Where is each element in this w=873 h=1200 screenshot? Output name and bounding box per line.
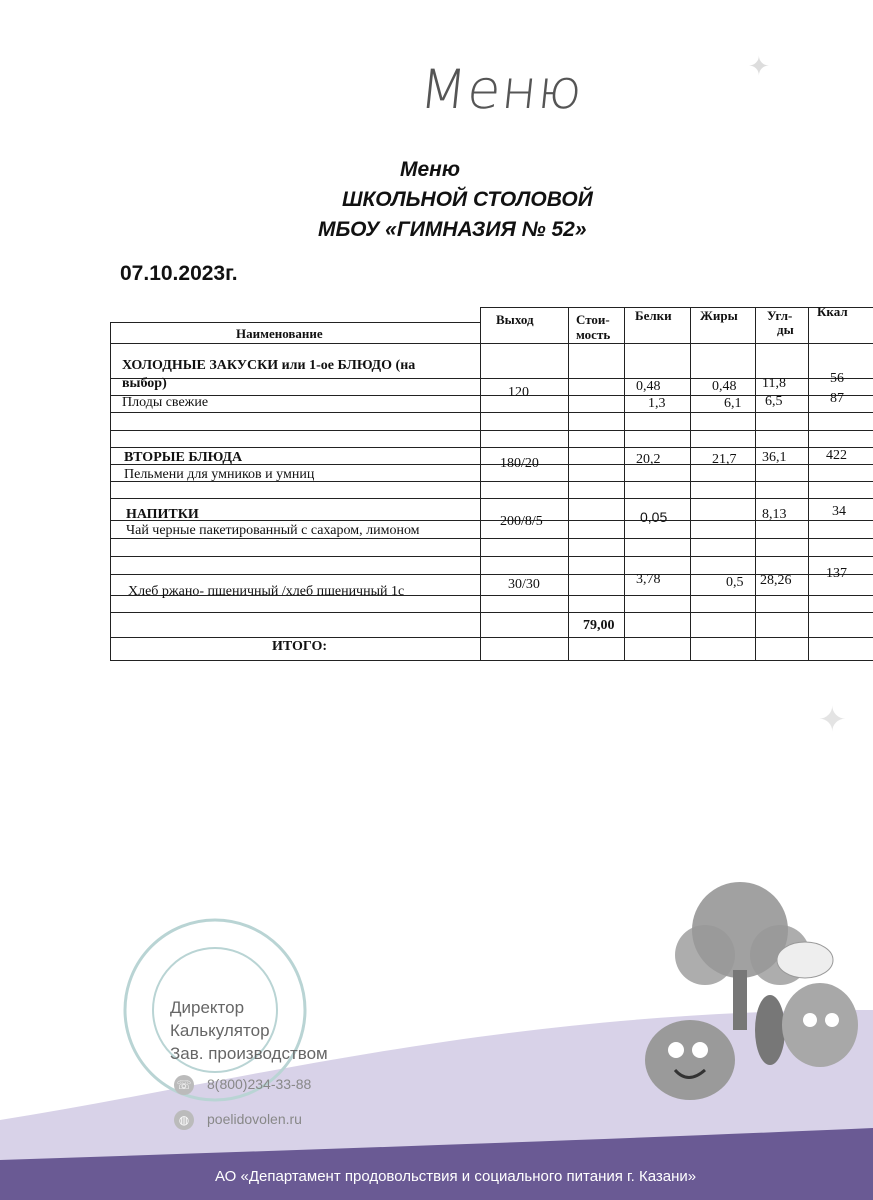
section-drinks: НАПИТКИ [126,507,199,522]
col-protein-header: Белки [635,308,672,323]
school-heading: МБОУ «ГИМНАЗИЯ № 52» [318,218,587,241]
item-protein: 1,3 [648,396,666,411]
item-kcal: 87 [830,391,844,406]
signature-director: Директор [170,998,245,1017]
footer-organization: АО «Департамент продовольствия и социального питания г. Казани» [215,1168,697,1185]
col-carb-header-1: Угл- [767,308,793,323]
col-cost-header-1: Стои- [576,312,610,327]
item-output: 180/20 [500,456,539,471]
sparkle-icon: ✦ [818,702,847,739]
item-name: Пельмени для умников и умниц [124,467,315,482]
col-carb-header-2: ды [777,322,794,337]
menu-heading: Меню [400,158,461,181]
item-kcal: 56 [830,371,844,386]
canteen-heading: ШКОЛЬНОЙ СТОЛОВОЙ [342,188,593,211]
phone-number: 8(800)234-33-88 [207,1076,312,1092]
character-icon [755,995,785,1065]
col-kcal-header: Ккал [817,304,848,319]
section-second: ВТОРЫЕ БЛЮДА [124,450,243,465]
item-carb: 36,1 [762,450,787,465]
item-name: Чай черные пакетированный с сахаром, лимоном [126,523,420,538]
item-protein: 0,05 [640,509,668,525]
footer-illustration [0,860,873,1200]
col-cost-header-2: мость [576,327,611,342]
item-protein: 20,2 [636,452,661,467]
section-cold-cont: выбор) [122,376,167,391]
item-carb: 11,8 [762,376,786,391]
item-name: Плоды свежие [122,395,209,410]
item-fat: 0,5 [726,575,744,590]
col-output-header: Выход [496,312,534,327]
item-fat: 0,48 [712,379,737,394]
handwritten-title: Меню [416,58,587,121]
section-cold: ХОЛОДНЫЕ ЗАКУСКИ или 1-ое БЛЮДО (на [122,358,416,373]
globe-icon: ◍ [174,1110,194,1130]
item-kcal: 422 [826,448,847,463]
item-kcal: 34 [832,504,846,519]
item-output: 200/8/5 [500,514,543,529]
item-fat: 21,7 [712,452,737,467]
total-label: ИТОГО: [272,639,328,654]
item-output: 120 [508,385,529,400]
item-carb: 28,26 [760,573,792,588]
sparkle-icon: ✦ [748,52,770,81]
total-value: 79,00 [583,618,615,633]
phone-icon: ☏ [174,1075,194,1095]
item-name: Хлеб ржано- пшеничный /хлеб пшеничный 1с [128,584,405,599]
menu-date: 07.10.2023г. [120,262,238,285]
col-name-header: Наименование [236,326,323,341]
character-icon [645,1020,735,1100]
item-protein: 3,78 [636,572,661,587]
character-icon [782,983,858,1067]
item-kcal: 137 [826,566,847,581]
item-fat: 6,1 [724,396,742,411]
signature-manager: Зав. производством [170,1044,328,1063]
item-carb: 6,5 [765,394,783,409]
item-carb: 8,13 [762,507,787,522]
item-protein: 0,48 [636,379,661,394]
signature-calculator: Калькулятор [170,1021,270,1040]
col-fat-header: Жиры [700,308,738,323]
item-output: 30/30 [508,577,540,592]
website-link[interactable]: poelidovolen.ru [207,1111,302,1127]
